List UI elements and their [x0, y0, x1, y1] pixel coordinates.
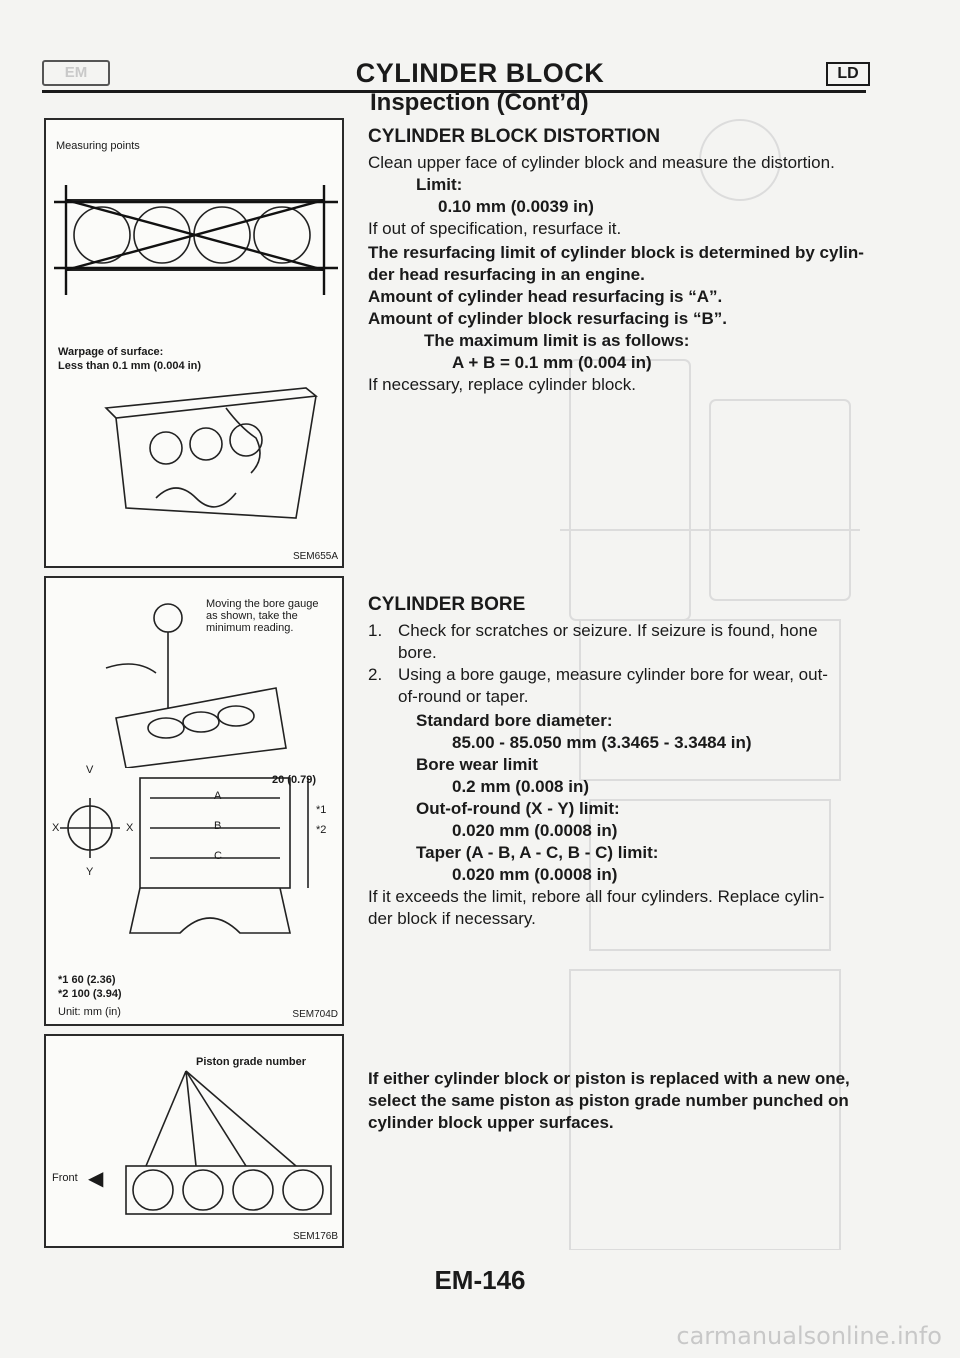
resurfacing-note-line: der head resurfacing in an engine.: [368, 265, 645, 284]
piston-note-line: select the same piston as piston grade number punched on: [368, 1091, 849, 1110]
axis-label-y: Y: [86, 866, 94, 878]
axis-label-x-left: X: [52, 822, 60, 834]
step-1-text-cont: bore.: [398, 643, 437, 662]
spec-value-out-of-round: 0.020 mm (0.0008 in): [452, 821, 618, 840]
engine-code-badge: LD: [826, 62, 870, 86]
heading-block-distortion: CYLINDER BLOCK DISTORTION: [368, 126, 661, 147]
bore-measurement-diagram: [50, 758, 338, 958]
distortion-resurface-note: If out of specification, resurface it.: [368, 219, 622, 238]
figure-bore-gauge: [44, 576, 344, 1026]
figure-label-warpage: Warpage of surface:: [58, 346, 164, 358]
level-label-a: A: [214, 790, 222, 802]
step-number: 2.: [368, 665, 383, 684]
resurfacing-note-line: Amount of cylinder block resurfacing is “B”.: [368, 309, 727, 328]
section-badge-left: EM: [42, 60, 110, 86]
axis-label-x-right: X: [126, 822, 134, 834]
spec-value-wear-limit: 0.2 mm (0.008 in): [452, 777, 590, 796]
max-limit-label: The maximum limit is as follows:: [424, 331, 690, 350]
page-title: CYLINDER BLOCK: [355, 58, 605, 88]
footnote-2: *2 100 (3.94): [58, 988, 122, 1000]
distortion-limit-value: 0.10 mm (0.0039 in): [438, 197, 594, 216]
resurfacing-note-line: Amount of cylinder head resurfacing is “A”.: [368, 287, 723, 306]
piston-note-line: cylinder block upper surfaces.: [368, 1113, 614, 1132]
figure-id: SEM655A: [292, 551, 338, 562]
figure-label-measuring-points: Measuring points: [56, 140, 140, 152]
step-2-text-cont: of-round or taper.: [398, 687, 529, 706]
spec-value-taper: 0.020 mm (0.0008 in): [452, 865, 618, 884]
figure-distortion: [44, 118, 344, 568]
spec-label-out-of-round: Out-of-round (X - Y) limit:: [416, 799, 620, 818]
page-subtitle: Inspection (Cont’d): [370, 89, 589, 116]
dimension-label-1: *1: [316, 804, 327, 816]
label-front: Front: [52, 1172, 78, 1184]
replace-block-note: If necessary, replace cylinder block.: [368, 375, 637, 394]
watermark: carmanualsonline.info: [676, 1322, 942, 1350]
figure-piston-grade: [44, 1034, 344, 1248]
straightedge-measurement-drawing: [86, 378, 326, 528]
spec-label-wear-limit: Bore wear limit: [416, 755, 538, 774]
figure-id: SEM176B: [292, 1231, 338, 1242]
level-label-c: C: [214, 850, 222, 862]
figure-id: SEM704D: [292, 1009, 338, 1020]
bore-gauge-drawing: [76, 598, 296, 768]
heading-cylinder-bore: CYLINDER BORE: [368, 594, 526, 615]
dimension-label-2: *2: [316, 824, 327, 836]
footnote-1: *1 60 (2.36): [58, 974, 116, 986]
page-number: EM-146: [434, 1265, 526, 1295]
block-top-view-drawing: [54, 180, 338, 300]
resurfacing-note-line: The resurfacing limit of cylinder block is determined by cylin-: [368, 243, 864, 262]
unit-label: Unit: mm (in): [58, 1006, 121, 1018]
distortion-limit-label: Limit:: [416, 175, 463, 194]
dimension-label-20: 20 (0.79): [272, 774, 317, 786]
note-line: as shown, take the: [206, 610, 298, 622]
spec-label-standard-bore: Standard bore diameter:: [416, 711, 613, 730]
figure-label-warpage-limit: Less than 0.1 mm (0.004 in): [58, 360, 202, 372]
step-number: 1.: [368, 621, 383, 640]
spec-label-taper: Taper (A - B, A - C, B - C) limit:: [416, 843, 659, 862]
label-piston-grade-number: Piston grade number: [196, 1056, 307, 1068]
note-line: Moving the bore gauge: [206, 598, 319, 610]
step-1-text: Check for scratches or seizure. If seizure is found, hone: [398, 621, 818, 640]
front-arrow-icon: ◀: [88, 1168, 104, 1190]
level-label-b: B: [214, 820, 222, 832]
note-line: minimum reading.: [206, 622, 294, 634]
step-2-text: Using a bore gauge, measure cylinder bore for wear, out-: [398, 665, 828, 684]
spec-value-standard-bore: 85.00 - 85.050 mm (3.3465 - 3.3484 in): [452, 733, 752, 752]
rebore-note-cont: der block if necessary.: [368, 909, 536, 928]
piston-grade-diagram: [116, 1066, 338, 1216]
axis-label-v: V: [86, 764, 94, 776]
rebore-note: If it exceeds the limit, rebore all four cylinders. Replace cylin-: [368, 887, 825, 906]
piston-note-line: If either cylinder block or piston is replaced with a new one,: [368, 1069, 850, 1088]
distortion-instruction: Clean upper face of cylinder block and measure the distortion.: [368, 153, 835, 172]
max-limit-formula: A + B = 0.1 mm (0.004 in): [452, 353, 652, 372]
